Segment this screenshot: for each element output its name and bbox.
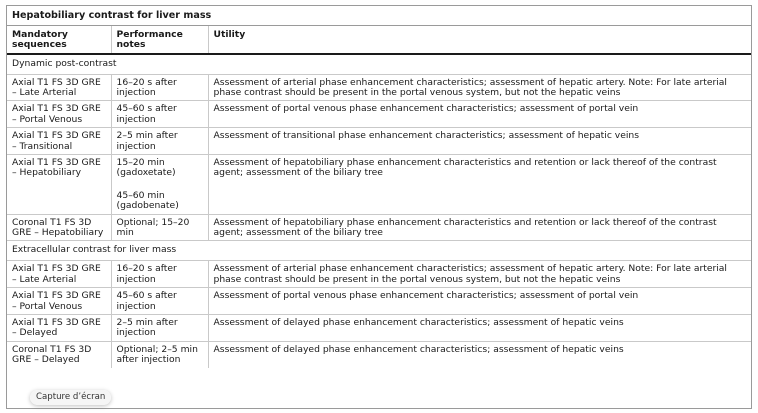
performance-note-cell	[111, 154, 208, 214]
sequence-cell: Axial T1 FS 3D GRE – Portal Venous	[7, 101, 111, 128]
utility-cell: Assessment of hepatobiliary phase enhancement characteristics and retention or lack thereof of the contrast agent; assessment of the biliary tree	[208, 214, 751, 241]
table-row	[7, 341, 751, 367]
table-row	[7, 154, 751, 214]
sequence-cell: Axial T1 FS 3D GRE – Delayed	[7, 315, 111, 342]
header-utility: Utility	[208, 26, 751, 54]
section-row-extracellular	[7, 241, 751, 261]
sequence-cell: Axial T1 FS 3D GRE – Late Arterial	[7, 74, 111, 101]
table-row	[7, 128, 751, 155]
performance-note-cell: Optional; 15–20 min	[111, 214, 208, 241]
utility-cell: Assessment of transitional phase enhancement characteristics; assessment of hepatic veins	[208, 128, 751, 155]
performance-note-cell: 45–60 s after injection	[111, 101, 208, 128]
table-row	[7, 74, 751, 101]
utility-cell: Assessment of delayed phase enhancement characteristics; assessment of hepatic veins	[208, 341, 751, 367]
table-row	[7, 315, 751, 342]
protocol-table	[7, 26, 751, 368]
section-label: Dynamic post-contrast	[7, 54, 751, 74]
utility-cell: Assessment of portal venous phase enhancement characteristics; assessment of portal vein	[208, 101, 751, 128]
utility-cell: Assessment of delayed phase enhancement characteristics; assessment of hepatic veins	[208, 315, 751, 342]
table-row	[7, 261, 751, 288]
table-row	[7, 214, 751, 241]
table-row	[7, 101, 751, 128]
performance-note-cell: 2–5 min after injection	[111, 315, 208, 342]
protocol-table-frame	[6, 5, 752, 409]
section-row-dynamic	[7, 54, 751, 74]
header-row	[7, 26, 751, 54]
screenshot-tooltip: Capture d’écran	[30, 390, 111, 405]
sequence-cell: Axial T1 FS 3D GRE – Hepatobiliary	[7, 154, 111, 214]
sequence-cell: Axial T1 FS 3D GRE – Transitional	[7, 128, 111, 155]
utility-cell: Assessment of arterial phase enhancement characteristics; assessment of hepatic artery. Note: For late arterial phase contrast should be present in the portal venous system, but not the hepatic veins	[208, 74, 751, 101]
sequence-cell: Coronal T1 FS 3D GRE – Delayed	[7, 341, 111, 367]
sequence-cell: Axial T1 FS 3D GRE – Late Arterial	[7, 261, 111, 288]
utility-cell: Assessment of hepatobiliary phase enhancement characteristics and retention or lack thereof of the contrast agent; assessment of the biliary tree	[208, 154, 751, 214]
performance-note-gadobenate: 45–60 min (gadobenate)	[116, 189, 179, 212]
section-label: Extracellular contrast for liver mass	[7, 241, 751, 261]
header-mandatory-sequences: Mandatory sequences	[7, 26, 111, 54]
utility-cell: Assessment of portal venous phase enhancement characteristics; assessment of portal vein	[208, 288, 751, 315]
table-title: Hepatobiliary contrast for liver mass	[7, 6, 751, 26]
performance-note-cell: Optional; 2–5 min after injection	[111, 341, 208, 367]
performance-note-cell: 45–60 s after injection	[111, 288, 208, 315]
header-performance-notes: Performance notes	[111, 26, 208, 54]
sequence-cell: Axial T1 FS 3D GRE – Portal Venous	[7, 288, 111, 315]
sequence-cell: Coronal T1 FS 3D GRE – Hepatobiliary	[7, 214, 111, 241]
performance-note-gadoxetate: 15–20 min (gadoxetate)	[116, 156, 176, 179]
utility-cell: Assessment of arterial phase enhancement characteristics; assessment of hepatic artery. Note: For late arterial phase contrast should be present in the portal venous system, but not the hepatic veins	[208, 261, 751, 288]
performance-note-cell: 16–20 s after injection	[111, 74, 208, 101]
performance-note-cell: 2–5 min after injection	[111, 128, 208, 155]
table-row	[7, 288, 751, 315]
performance-note-cell: 16–20 s after injection	[111, 261, 208, 288]
